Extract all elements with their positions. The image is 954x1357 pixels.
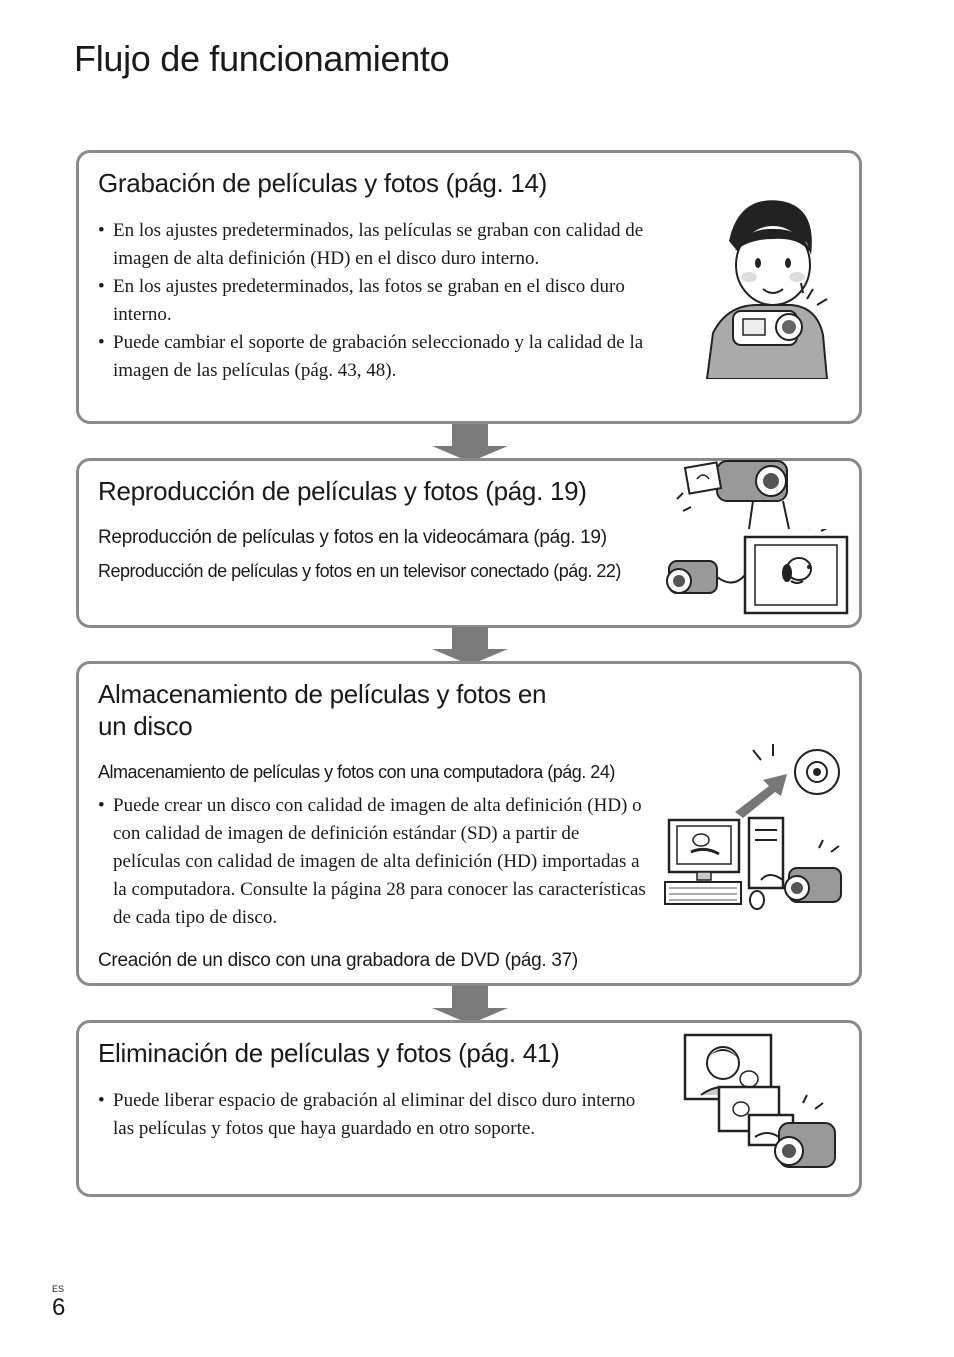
tv-dog-icon [663,529,853,619]
section-recording-heading: Grabación de películas y fotos (pág. 14) [98,168,548,198]
section-delete-heading: Eliminación de películas y fotos (pág. 41) [98,1038,560,1068]
section-delete-bullets [98,1087,646,1143]
bullet-item: • Puede liberar espacio de grabación al eliminar del disco duro interno las películas y fotos que haya guardado en otro soporte. [98,1087,646,1143]
bullet-item: • Puede crear un disco con calidad de imagen de alta definición (HD) o con calidad de imagen de definición estándar (SD) a partir de películas con calidad de imagen de alta definición (HD) importadas a la computadora. Consulte la página 28 para conocer las características de cada tipo de disco. [98,792,646,932]
flow-arrow-icon [432,986,508,1024]
bullet-item: • Puede cambiar el soporte de grabación seleccionado y la calidad de la imagen de las películas (pág. 43, 48). [98,329,653,385]
heading-line: Almacenamiento de películas y fotos en [98,679,547,709]
camcorder-playback-icon [673,441,813,531]
playback-tv-link: Reproducción de películas y fotos en un televisor conectado (pág. 22) [98,561,621,581]
playback-camcorder-link: Reproducción de películas y fotos en la videocámara (pág. 19) [98,527,607,548]
section-recording-bullets [98,217,653,385]
computer-disc-icon [661,740,857,920]
section-delete [76,1020,862,1197]
section-recording [76,150,862,424]
person-camcorder-icon [699,193,829,379]
bullet-item: • En los ajustes predeterminados, las fotos se graban en el disco duro interno. [98,273,653,329]
photos-delete-icon [683,1033,845,1183]
disc-computer-link: Almacenamiento de películas y fotos con una computadora (pág. 24) [98,762,615,782]
flow-arrow-icon [432,424,508,462]
section-disc-storage-bullets [98,792,646,932]
disc-dvd-recorder-link: Creación de un disco con una grabadora de DVD (pág. 37) [98,950,578,971]
bullet-item: • En los ajustes predeterminados, las películas se graban con calidad de imagen de alta definición (HD) en el disco duro interno. [98,217,653,273]
section-disc-storage [76,661,862,986]
section-disc-storage-heading [98,678,546,742]
section-playback [76,458,862,628]
page-number: 6 [52,1294,66,1321]
section-playback-heading: Reproducción de películas y fotos (pág. 19) [98,476,587,506]
heading-line: un disco [98,711,193,741]
page-title: Flujo de funcionamiento [74,38,450,79]
footer-language: ES [52,1284,65,1294]
flow-arrow-icon [432,627,508,665]
